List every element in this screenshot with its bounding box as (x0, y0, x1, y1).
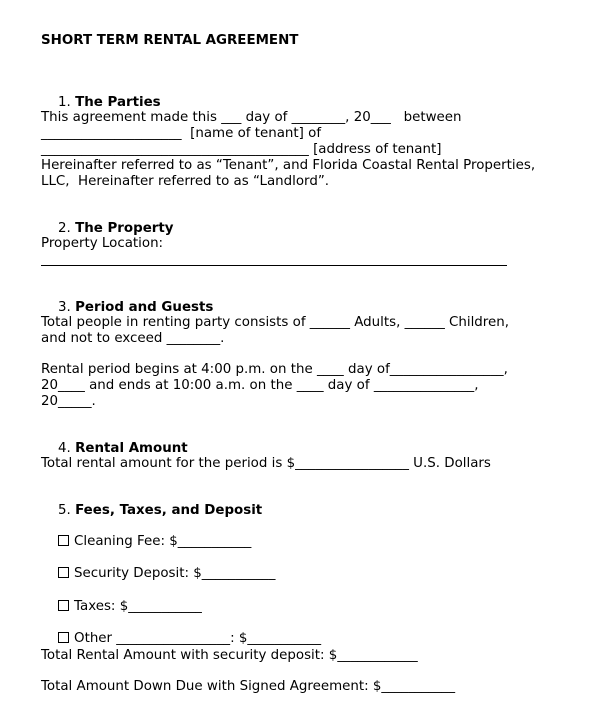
parties-line-2: _____________________ [name of tenant] of (41, 126, 322, 141)
security-deposit-checkbox[interactable] (58, 567, 69, 578)
guests-line-2: and not to exceed ________. (41, 331, 225, 346)
taxes-checkbox[interactable] (58, 600, 69, 611)
section-3-title: Period and Guests (75, 300, 214, 315)
total-with-deposit-line: Total Rental Amount with security deposit: $____________ (41, 648, 418, 663)
security-deposit-label: Security Deposit: $___________ (74, 566, 276, 581)
other-checkbox[interactable] (58, 632, 69, 643)
section-1-title: The Parties (75, 95, 161, 110)
section-5-title: Fees, Taxes, and Deposit (75, 503, 263, 518)
section-2-number: 2. (58, 221, 71, 236)
section-4-title: Rental Amount (75, 441, 188, 456)
cleaning-fee-label: Cleaning Fee: $___________ (74, 534, 252, 549)
section-2-title: The Property (75, 221, 174, 236)
parties-line-3: ________________________________________ [address of tenant] (41, 142, 442, 157)
period-line-3: 20_____. (41, 394, 96, 409)
taxes-label: Taxes: $___________ (74, 599, 202, 614)
property-location-label: Property Location: (41, 236, 164, 251)
parties-line-5: LLC, Hereinafter referred to as “Landlord”. (41, 174, 330, 189)
other-label: Other _________________: $___________ (74, 631, 322, 646)
section-1-number: 1. (58, 95, 71, 110)
property-location-line (41, 265, 507, 266)
parties-line-4: Hereinafter referred to as “Tenant”, and Florida Coastal Rental Properties, (41, 158, 536, 173)
section-5-number: 5. (58, 503, 71, 518)
period-line-2: 20____ and ends at 10:00 a.m. on the ____ day of _______________, (41, 378, 479, 393)
amount-down-line: Total Amount Down Due with Signed Agreement: $___________ (41, 679, 456, 694)
section-4-number: 4. (58, 441, 71, 456)
rental-amount-line: Total rental amount for the period is $_________________ U.S. Dollars (41, 456, 491, 471)
cleaning-fee-checkbox[interactable] (58, 535, 69, 546)
document-title: SHORT TERM RENTAL AGREEMENT (41, 33, 299, 48)
section-3-number: 3. (58, 300, 71, 315)
parties-line-1: This agreement made this ___ day of ________, 20___ between (41, 110, 462, 125)
period-line-1: Rental period begins at 4:00 p.m. on the ____ day of_________________, (41, 362, 508, 377)
guests-line-1: Total people in renting party consists of ______ Adults, ______ Children, (41, 315, 509, 330)
